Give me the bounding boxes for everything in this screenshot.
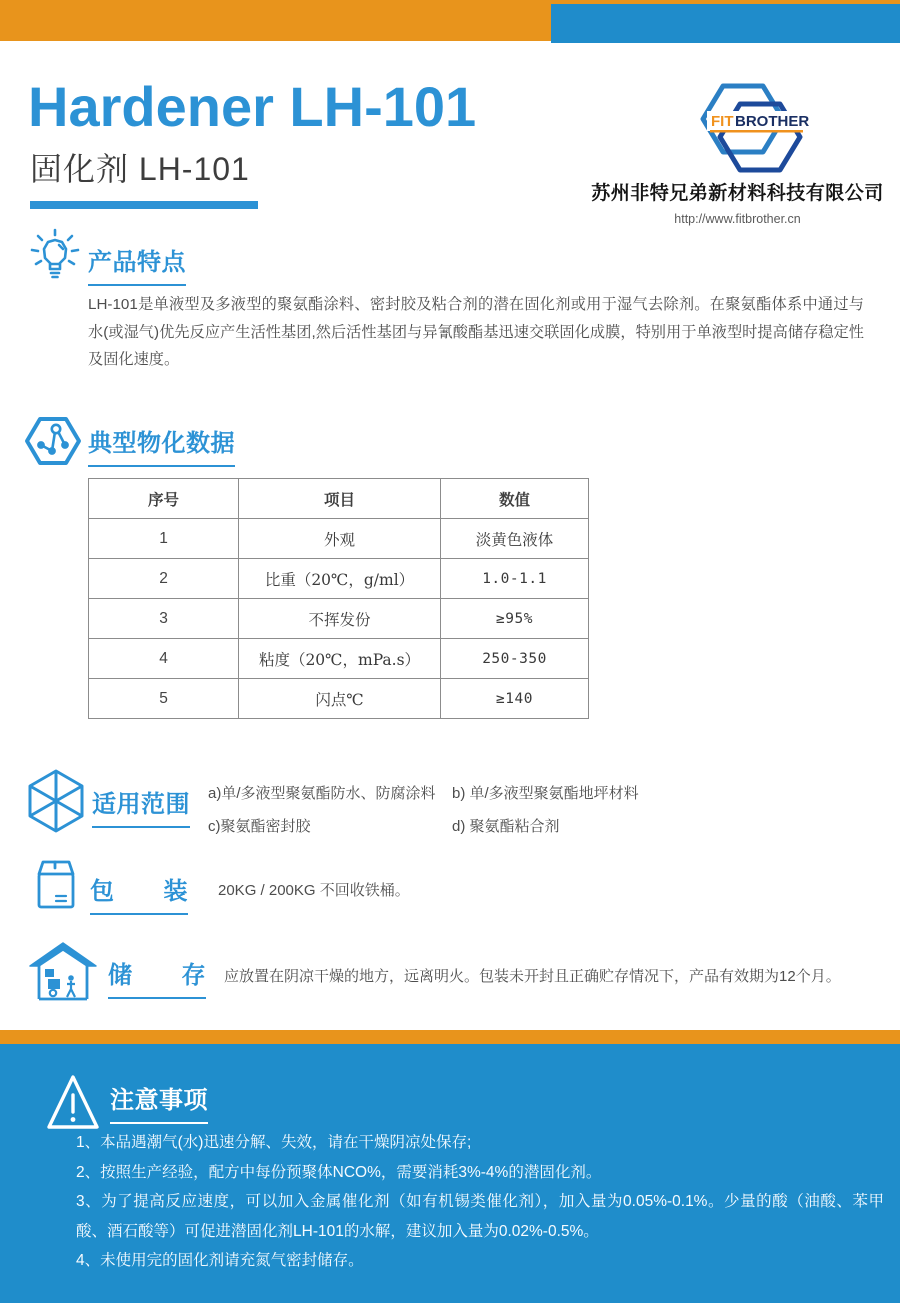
data-heading: 典型物化数据 [88, 423, 235, 467]
cell-item: 比重（20℃，g/ml） [239, 559, 441, 599]
title-underline-bar [30, 201, 258, 209]
physical-data-table [88, 478, 589, 719]
cell-val: 250-350 [441, 639, 589, 679]
product-title-zh: 固化剂 LH-101 [30, 151, 250, 187]
features-paragraph: LH-101是单液型及多液型的聚氨酯涂料、密封胶及粘合剂的潜在固化剂或用于湿气去除剂。在聚氨酯体系中通过与水(或湿气)优先反应产生活性基团,然后活性基团与异氰酸酯基迅速交联固化成膜，特别用于单液型时提高储存稳定性及固化速度。 [88, 296, 864, 368]
svg-text:BROTHER: BROTHER [734, 113, 809, 130]
hexagon-molecule-icon [24, 414, 82, 468]
storage-heading: 储 存 [108, 955, 206, 999]
scope-heading: 适用范围 [92, 784, 190, 828]
box-icon [32, 858, 80, 912]
cell-val: ≥140 [441, 679, 589, 719]
storage-text: 应放置在阴凉干燥的地方，远离明火。包装未开封且正确贮存情况下，产品有效期为12个月。 [224, 968, 841, 985]
col-header-val: 数值 [441, 479, 589, 519]
table-row [89, 639, 589, 679]
cell-item: 外观 [239, 519, 441, 559]
table-header-row [89, 479, 589, 519]
notes-heading: 注意事项 [110, 1080, 208, 1124]
cell-item: 不挥发份 [239, 599, 441, 639]
col-header-item: 项目 [239, 479, 441, 519]
header-blue-bar [551, 4, 900, 43]
company-website: http://www.fitbrother.cn [674, 212, 801, 226]
cell-no: 1 [89, 519, 239, 559]
cell-no: 2 [89, 559, 239, 599]
product-title-en: Hardener LH-101 [28, 75, 477, 138]
scope-item-c: c)聚氨酯密封胶 [208, 818, 311, 835]
cell-val: 淡黄色液体 [441, 519, 589, 559]
note-item-2: 2、按照生产经验，配方中每份预聚体NCO%，需要消耗3%-4%的潜固化剂。 [76, 1163, 602, 1181]
cell-val: ≥95% [441, 599, 589, 639]
table-row [89, 679, 589, 719]
lightbulb-icon [26, 228, 84, 290]
note-item-3: 3、为了提高反应速度，可以加入金属催化剂（如有机锡类催化剂），加入量为0.05%-0.1%。少量的酸（油酸、苯甲酸、酒石酸等）可促进潜固化剂LH-101的水解，建议加入量为0.02%-0.5%。 [76, 1193, 884, 1240]
company-name: 苏州非特兄弟新材料科技有限公司 [591, 183, 884, 204]
packaging-text: 20KG / 200KG 不回收铁桶。 [218, 882, 410, 899]
notes-list [76, 1128, 884, 1276]
header-orange-bar [0, 0, 551, 41]
note-item-4: 4、未使用完的固化剂请充氮气密封储存。 [76, 1252, 364, 1269]
warehouse-icon [28, 941, 98, 1003]
cell-val: 1.0-1.1 [441, 559, 589, 599]
table-row [89, 559, 589, 599]
cell-no: 5 [89, 679, 239, 719]
table-row [89, 599, 589, 639]
footer-orange-strip [0, 1030, 900, 1044]
scope-item-b: b) 单/多液型聚氨酯地坪材料 [452, 785, 639, 802]
cell-item: 粘度（20℃，mPa.s） [239, 639, 441, 679]
warning-triangle-icon [44, 1070, 102, 1136]
cell-no: 3 [89, 599, 239, 639]
packaging-heading: 包 装 [90, 871, 188, 915]
cell-no: 4 [89, 639, 239, 679]
brand-block [580, 78, 895, 226]
hexagon-wireframe-icon [26, 768, 86, 834]
table-row [89, 519, 589, 559]
col-header-no: 序号 [89, 479, 239, 519]
note-item-1: 1、本品遇潮气(水)迅速分解、失效，请在干燥阴凉处保存; [76, 1134, 472, 1151]
scope-item-d: d) 聚氨酯粘合剂 [452, 818, 560, 835]
scope-item-a: a)单/多液型聚氨酯防水、防腐涂料 [208, 785, 436, 802]
features-heading: 产品特点 [88, 242, 186, 286]
svg-text:FIT: FIT [710, 113, 733, 130]
cell-item: 闪点℃ [239, 679, 441, 719]
fitbrother-logo-icon [645, 78, 831, 176]
